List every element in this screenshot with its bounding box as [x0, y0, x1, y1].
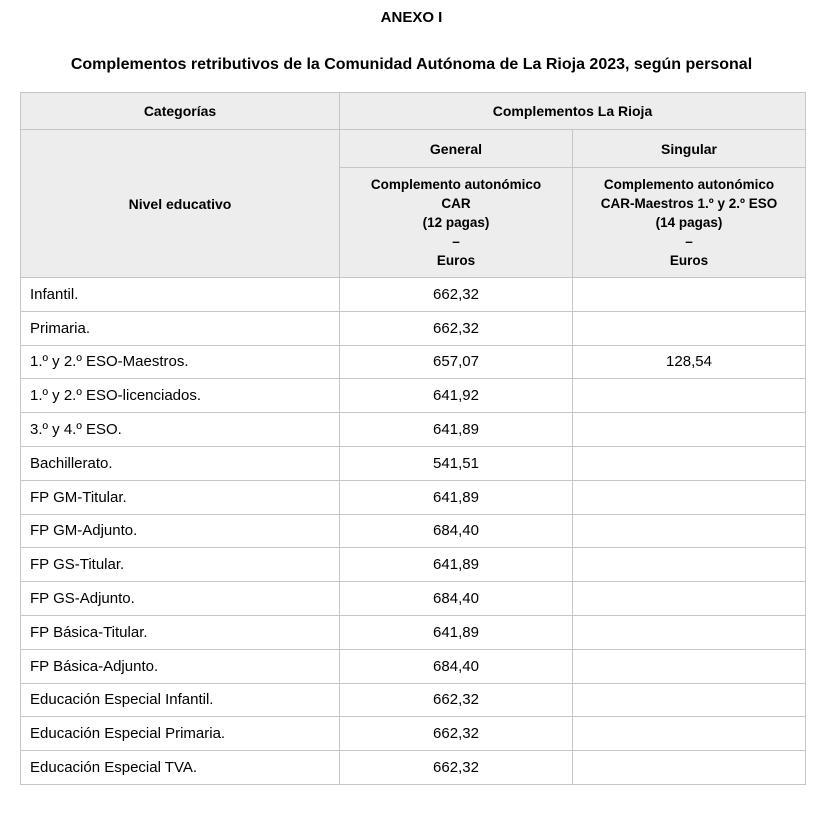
cell-general-value: 662,32: [340, 683, 573, 717]
cell-general-value: 541,51: [340, 446, 573, 480]
cell-singular-value: [573, 649, 806, 683]
header-line: CAR: [441, 196, 471, 211]
cell-general-value: 684,40: [340, 649, 573, 683]
header-singular: Singular: [573, 130, 806, 168]
header-categorias: Categorías: [21, 93, 340, 130]
header-line: Complemento autonómico: [603, 177, 775, 192]
cell-general-value: 641,89: [340, 480, 573, 514]
cell-general-value: 662,32: [340, 311, 573, 345]
cell-singular-value: [573, 480, 806, 514]
cell-general-value: 641,89: [340, 413, 573, 447]
header-line: (12 pagas): [422, 215, 490, 230]
cell-general-value: 657,07: [340, 345, 573, 379]
cell-general-value: 641,89: [340, 615, 573, 649]
cell-singular-value: [573, 751, 806, 785]
cell-singular-value: [573, 582, 806, 616]
header-row-types: [21, 130, 806, 168]
cell-singular-value: [573, 379, 806, 413]
cell-singular-value: [573, 615, 806, 649]
cell-nivel-educativo: Infantil.: [21, 278, 340, 312]
header-line: –: [452, 234, 460, 249]
table-row: [21, 379, 806, 413]
table-row: [21, 514, 806, 548]
cell-general-value: 684,40: [340, 514, 573, 548]
cell-nivel-educativo: Educación Especial TVA.: [21, 751, 340, 785]
cell-general-value: 684,40: [340, 582, 573, 616]
cell-singular-value: [573, 311, 806, 345]
cell-singular-value: [573, 278, 806, 312]
table-row: [21, 683, 806, 717]
table-row: [21, 278, 806, 312]
cell-general-value: 662,32: [340, 717, 573, 751]
cell-general-value: 641,89: [340, 548, 573, 582]
cell-nivel-educativo: FP GS-Titular.: [21, 548, 340, 582]
table-row: [21, 480, 806, 514]
cell-singular-value: [573, 514, 806, 548]
header-line: CAR-Maestros 1.º y 2.º ESO: [600, 196, 778, 211]
cell-nivel-educativo: Educación Especial Infantil.: [21, 683, 340, 717]
table-row: [21, 717, 806, 751]
cell-nivel-educativo: Primaria.: [21, 311, 340, 345]
table-row: [21, 615, 806, 649]
table-row: [21, 311, 806, 345]
header-general-description: [340, 168, 573, 278]
complementos-table: [20, 92, 806, 785]
header-singular-description: [573, 168, 806, 278]
page-title: ANEXO I: [380, 9, 443, 26]
table-header: [21, 93, 806, 278]
cell-nivel-educativo: Educación Especial Primaria.: [21, 717, 340, 751]
header-row-groups: [21, 93, 806, 130]
header-complementos-la-rioja: Complementos La Rioja: [340, 93, 806, 130]
page-subtitle: Complementos retributivos de la Comunidad Autónoma de La Rioja 2023, según personal: [70, 56, 753, 73]
table-row: [21, 345, 806, 379]
table-row: [21, 446, 806, 480]
cell-singular-value: 128,54: [573, 345, 806, 379]
cell-singular-value: [573, 446, 806, 480]
table-row: [21, 582, 806, 616]
cell-general-value: 641,92: [340, 379, 573, 413]
header-line: (14 pagas): [655, 215, 723, 230]
cell-general-value: 662,32: [340, 751, 573, 785]
header-line: –: [685, 234, 693, 249]
cell-singular-value: [573, 683, 806, 717]
header-line: Euros: [669, 253, 709, 268]
header-line: Complemento autonómico: [370, 177, 542, 192]
cell-nivel-educativo: FP GS-Adjunto.: [21, 582, 340, 616]
header-nivel-educativo: Nivel educativo: [21, 130, 340, 278]
cell-general-value: 662,32: [340, 278, 573, 312]
cell-nivel-educativo: 3.º y 4.º ESO.: [21, 413, 340, 447]
cell-nivel-educativo: FP GM-Adjunto.: [21, 514, 340, 548]
table-body: [21, 278, 806, 785]
table-row: [21, 649, 806, 683]
table-row: [21, 751, 806, 785]
cell-nivel-educativo: 1.º y 2.º ESO-Maestros.: [21, 345, 340, 379]
table-row: [21, 413, 806, 447]
cell-nivel-educativo: FP Básica-Titular.: [21, 615, 340, 649]
cell-nivel-educativo: 1.º y 2.º ESO-licenciados.: [21, 379, 340, 413]
cell-nivel-educativo: FP GM-Titular.: [21, 480, 340, 514]
header-general: General: [340, 130, 573, 168]
cell-singular-value: [573, 413, 806, 447]
cell-singular-value: [573, 717, 806, 751]
cell-singular-value: [573, 548, 806, 582]
table-row: [21, 548, 806, 582]
cell-nivel-educativo: FP Básica-Adjunto.: [21, 649, 340, 683]
cell-nivel-educativo: Bachillerato.: [21, 446, 340, 480]
header-line: Euros: [436, 253, 476, 268]
